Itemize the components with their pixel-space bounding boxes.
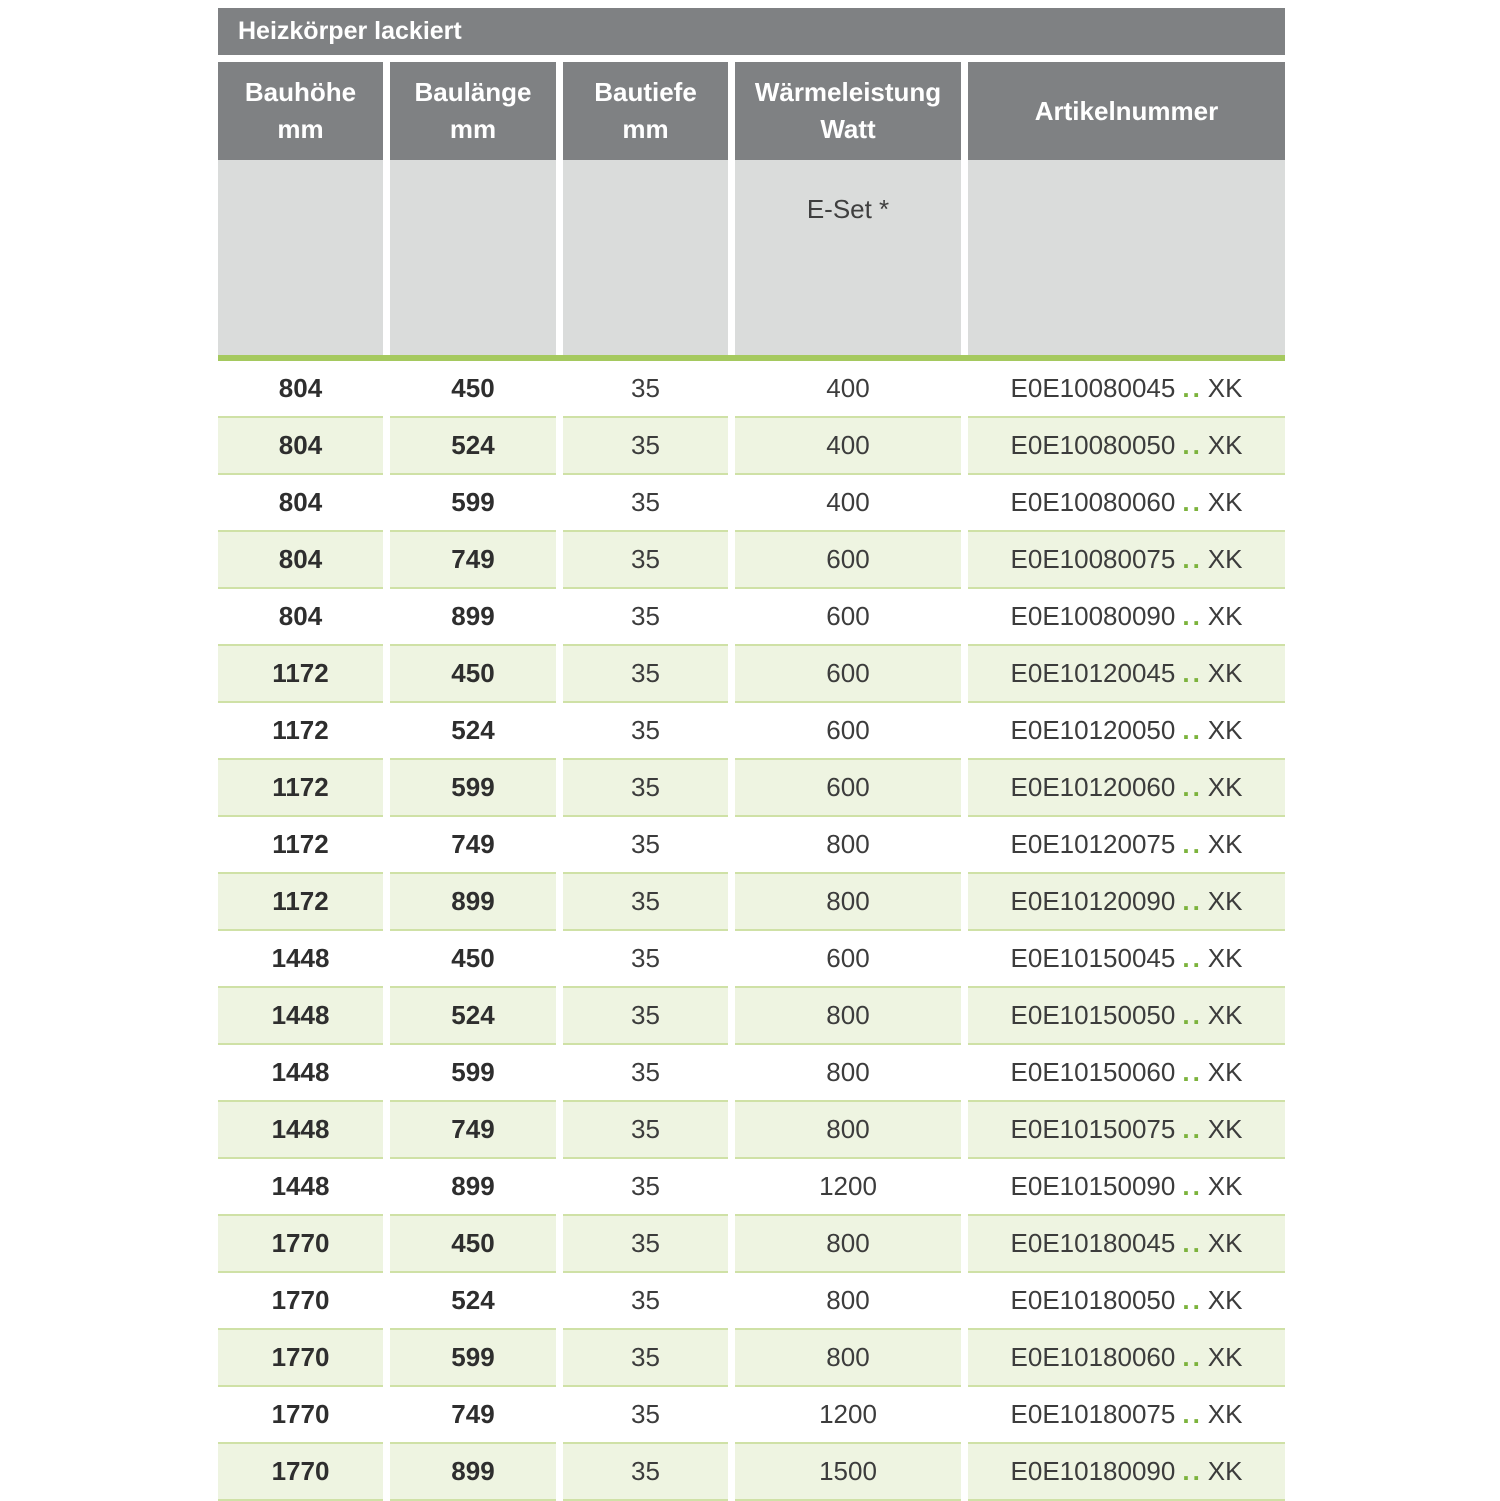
artikel-dots: .. bbox=[1182, 886, 1203, 916]
artikel-prefix: E0E10120045 bbox=[1010, 658, 1176, 688]
column-header-bautiefe bbox=[563, 62, 728, 160]
cell-baulaenge: 749 bbox=[390, 1102, 556, 1159]
artikel-prefix: E0E10120075 bbox=[1010, 829, 1176, 859]
cell-bauhoehe: 804 bbox=[218, 418, 383, 475]
cell-bauhoehe: 1770 bbox=[218, 1330, 383, 1387]
table-row bbox=[218, 418, 1285, 475]
table-row bbox=[218, 760, 1285, 817]
cell-waermeleistung: 400 bbox=[735, 418, 961, 475]
table-row bbox=[218, 475, 1285, 532]
artikel-prefix: E0E10180060 bbox=[1010, 1342, 1176, 1372]
cell-bauhoehe: 1448 bbox=[218, 1102, 383, 1159]
artikel-dots: .. bbox=[1182, 1456, 1203, 1486]
cell-waermeleistung: 600 bbox=[735, 646, 961, 703]
artikel-dots: .. bbox=[1182, 601, 1203, 631]
table-row bbox=[218, 589, 1285, 646]
artikel-suffix: XK bbox=[1207, 430, 1243, 460]
cell-baulaenge: 450 bbox=[390, 646, 556, 703]
cell-waermeleistung: 600 bbox=[735, 760, 961, 817]
artikel-prefix: E0E10080050 bbox=[1010, 430, 1176, 460]
cell-artikelnummer bbox=[968, 418, 1285, 475]
cell-bauhoehe: 1172 bbox=[218, 817, 383, 874]
artikel-suffix: XK bbox=[1207, 715, 1243, 745]
cell-bauhoehe: 1172 bbox=[218, 703, 383, 760]
cell-bauhoehe: 1448 bbox=[218, 1159, 383, 1216]
cell-waermeleistung: 800 bbox=[735, 1045, 961, 1102]
cell-bautiefe: 35 bbox=[563, 817, 728, 874]
subheader-cell-bautiefe bbox=[563, 160, 728, 355]
cell-baulaenge: 749 bbox=[390, 817, 556, 874]
cell-bautiefe: 35 bbox=[563, 874, 728, 931]
cell-bauhoehe: 1448 bbox=[218, 988, 383, 1045]
cell-baulaenge: 599 bbox=[390, 1330, 556, 1387]
cell-bauhoehe: 1770 bbox=[218, 1387, 383, 1444]
cell-bauhoehe: 804 bbox=[218, 361, 383, 418]
artikel-suffix: XK bbox=[1207, 658, 1243, 688]
artikel-suffix: XK bbox=[1207, 1171, 1243, 1201]
column-header-baulaenge bbox=[390, 62, 556, 160]
cell-waermeleistung: 800 bbox=[735, 988, 961, 1045]
cell-bautiefe: 35 bbox=[563, 1216, 728, 1273]
subheader-cell-artikelnummer bbox=[968, 160, 1285, 355]
cell-bauhoehe: 1770 bbox=[218, 1444, 383, 1501]
cell-bautiefe: 35 bbox=[563, 418, 728, 475]
cell-artikelnummer bbox=[968, 646, 1285, 703]
artikel-dots: .. bbox=[1182, 1228, 1203, 1258]
table-row bbox=[218, 1216, 1285, 1273]
cell-waermeleistung: 400 bbox=[735, 361, 961, 418]
cell-artikelnummer bbox=[968, 874, 1285, 931]
artikel-suffix: XK bbox=[1207, 772, 1243, 802]
subheader-row bbox=[218, 160, 1285, 355]
spec-table bbox=[218, 8, 1285, 1501]
header-line: Wärmeleistung bbox=[754, 77, 942, 107]
artikel-prefix: E0E10080090 bbox=[1010, 601, 1176, 631]
artikel-suffix: XK bbox=[1207, 1057, 1243, 1087]
cell-baulaenge: 899 bbox=[390, 1444, 556, 1501]
cell-baulaenge: 450 bbox=[390, 931, 556, 988]
cell-waermeleistung: 600 bbox=[735, 532, 961, 589]
table-row bbox=[218, 931, 1285, 988]
cell-baulaenge: 524 bbox=[390, 988, 556, 1045]
artikel-prefix: E0E10120060 bbox=[1010, 772, 1176, 802]
artikel-suffix: XK bbox=[1207, 1114, 1243, 1144]
cell-baulaenge: 749 bbox=[390, 532, 556, 589]
artikel-suffix: XK bbox=[1207, 829, 1243, 859]
cell-baulaenge: 599 bbox=[390, 1045, 556, 1102]
cell-bautiefe: 35 bbox=[563, 1330, 728, 1387]
cell-artikelnummer bbox=[968, 1387, 1285, 1444]
artikel-prefix: E0E10150060 bbox=[1010, 1057, 1176, 1087]
header-line: Artikelnummer bbox=[1034, 95, 1219, 126]
header-line: Bautiefe bbox=[594, 77, 697, 107]
cell-artikelnummer bbox=[968, 532, 1285, 589]
artikel-prefix: E0E10080060 bbox=[1010, 487, 1176, 517]
artikel-dots: .. bbox=[1182, 1342, 1203, 1372]
artikel-dots: .. bbox=[1182, 1285, 1203, 1315]
cell-baulaenge: 599 bbox=[390, 760, 556, 817]
cell-bautiefe: 35 bbox=[563, 703, 728, 760]
table-row bbox=[218, 1387, 1285, 1444]
header-line: Baulänge bbox=[414, 77, 532, 107]
artikel-suffix: XK bbox=[1207, 601, 1243, 631]
cell-baulaenge: 599 bbox=[390, 475, 556, 532]
table-row bbox=[218, 1102, 1285, 1159]
artikel-prefix: E0E10150050 bbox=[1010, 1000, 1176, 1030]
artikel-suffix: XK bbox=[1207, 1000, 1243, 1030]
artikel-dots: .. bbox=[1182, 544, 1203, 574]
cell-baulaenge: 899 bbox=[390, 874, 556, 931]
cell-baulaenge: 524 bbox=[390, 418, 556, 475]
cell-bautiefe: 35 bbox=[563, 532, 728, 589]
table-row bbox=[218, 1045, 1285, 1102]
artikel-dots: .. bbox=[1182, 829, 1203, 859]
cell-bautiefe: 35 bbox=[563, 1273, 728, 1330]
artikel-suffix: XK bbox=[1207, 544, 1243, 574]
artikel-dots: .. bbox=[1182, 1399, 1203, 1429]
cell-bautiefe: 35 bbox=[563, 361, 728, 418]
cell-artikelnummer bbox=[968, 1102, 1285, 1159]
artikel-dots: .. bbox=[1182, 1114, 1203, 1144]
artikel-suffix: XK bbox=[1207, 373, 1243, 403]
column-header-artikelnummer bbox=[968, 62, 1285, 160]
cell-bauhoehe: 1770 bbox=[218, 1273, 383, 1330]
artikel-prefix: E0E10080075 bbox=[1010, 544, 1176, 574]
artikel-suffix: XK bbox=[1207, 1285, 1243, 1315]
artikel-suffix: XK bbox=[1207, 487, 1243, 517]
artikel-dots: .. bbox=[1182, 1171, 1203, 1201]
artikel-dots: .. bbox=[1182, 1057, 1203, 1087]
cell-artikelnummer bbox=[968, 475, 1285, 532]
cell-baulaenge: 524 bbox=[390, 1273, 556, 1330]
table-row bbox=[218, 361, 1285, 418]
table-row bbox=[218, 988, 1285, 1045]
cell-bautiefe: 35 bbox=[563, 1159, 728, 1216]
cell-bautiefe: 35 bbox=[563, 1045, 728, 1102]
artikel-prefix: E0E10180045 bbox=[1010, 1228, 1176, 1258]
cell-waermeleistung: 800 bbox=[735, 874, 961, 931]
cell-artikelnummer bbox=[968, 760, 1285, 817]
table-row bbox=[218, 874, 1285, 931]
subheader-cell-baulaenge bbox=[390, 160, 556, 355]
cell-artikelnummer bbox=[968, 817, 1285, 874]
artikel-suffix: XK bbox=[1207, 1456, 1243, 1486]
cell-waermeleistung: 400 bbox=[735, 475, 961, 532]
table-row bbox=[218, 1330, 1285, 1387]
cell-waermeleistung: 600 bbox=[735, 703, 961, 760]
cell-waermeleistung: 800 bbox=[735, 1216, 961, 1273]
artikel-prefix: E0E10150090 bbox=[1010, 1171, 1176, 1201]
cell-bautiefe: 35 bbox=[563, 988, 728, 1045]
artikel-prefix: E0E10180075 bbox=[1010, 1399, 1176, 1429]
table-row bbox=[218, 1273, 1285, 1330]
header-line: mm bbox=[449, 114, 497, 144]
table-title: Heizkörper lackiert bbox=[218, 8, 1285, 55]
column-header-bauhoehe bbox=[218, 62, 383, 160]
artikel-dots: .. bbox=[1182, 715, 1203, 745]
column-header-waermeleistung bbox=[735, 62, 961, 160]
cell-bautiefe: 35 bbox=[563, 931, 728, 988]
artikel-prefix: E0E10080045 bbox=[1010, 373, 1176, 403]
subheader-cell-bauhoehe bbox=[218, 160, 383, 355]
cell-bauhoehe: 1172 bbox=[218, 646, 383, 703]
artikel-dots: .. bbox=[1182, 943, 1203, 973]
cell-bauhoehe: 1172 bbox=[218, 760, 383, 817]
artikel-prefix: E0E10180050 bbox=[1010, 1285, 1176, 1315]
subheader-cell-eset: E-Set * bbox=[735, 160, 961, 355]
header-line: mm bbox=[277, 114, 324, 144]
table-row bbox=[218, 703, 1285, 760]
cell-waermeleistung: 600 bbox=[735, 589, 961, 646]
cell-artikelnummer bbox=[968, 1216, 1285, 1273]
cell-bautiefe: 35 bbox=[563, 760, 728, 817]
table-row bbox=[218, 646, 1285, 703]
header-line: mm bbox=[622, 114, 669, 144]
cell-bautiefe: 35 bbox=[563, 646, 728, 703]
artikel-prefix: E0E10150045 bbox=[1010, 943, 1176, 973]
cell-bauhoehe: 1770 bbox=[218, 1216, 383, 1273]
cell-waermeleistung: 1200 bbox=[735, 1159, 961, 1216]
cell-baulaenge: 749 bbox=[390, 1387, 556, 1444]
cell-bauhoehe: 804 bbox=[218, 475, 383, 532]
artikel-suffix: XK bbox=[1207, 886, 1243, 916]
cell-artikelnummer bbox=[968, 1444, 1285, 1501]
cell-waermeleistung: 800 bbox=[735, 1330, 961, 1387]
cell-baulaenge: 450 bbox=[390, 1216, 556, 1273]
cell-waermeleistung: 800 bbox=[735, 817, 961, 874]
cell-baulaenge: 450 bbox=[390, 361, 556, 418]
table-row bbox=[218, 1159, 1285, 1216]
cell-bautiefe: 35 bbox=[563, 1444, 728, 1501]
cell-bauhoehe: 804 bbox=[218, 532, 383, 589]
artikel-dots: .. bbox=[1182, 487, 1203, 517]
cell-artikelnummer bbox=[968, 361, 1285, 418]
artikel-dots: .. bbox=[1182, 1000, 1203, 1030]
cell-waermeleistung: 1500 bbox=[735, 1444, 961, 1501]
artikel-suffix: XK bbox=[1207, 1228, 1243, 1258]
cell-baulaenge: 899 bbox=[390, 589, 556, 646]
cell-artikelnummer bbox=[968, 703, 1285, 760]
cell-bautiefe: 35 bbox=[563, 1102, 728, 1159]
table-row bbox=[218, 817, 1285, 874]
artikel-prefix: E0E10150075 bbox=[1010, 1114, 1176, 1144]
artikel-dots: .. bbox=[1182, 772, 1203, 802]
cell-bauhoehe: 1448 bbox=[218, 1045, 383, 1102]
cell-waermeleistung: 800 bbox=[735, 1102, 961, 1159]
table-row bbox=[218, 532, 1285, 589]
cell-artikelnummer bbox=[968, 589, 1285, 646]
header-row bbox=[218, 62, 1285, 160]
cell-bauhoehe: 1448 bbox=[218, 931, 383, 988]
cell-waermeleistung: 600 bbox=[735, 931, 961, 988]
artikel-prefix: E0E10180090 bbox=[1010, 1456, 1176, 1486]
table-row bbox=[218, 1444, 1285, 1501]
header-line: Bauhöhe bbox=[244, 77, 357, 107]
cell-waermeleistung: 1200 bbox=[735, 1387, 961, 1444]
artikel-dots: .. bbox=[1182, 430, 1203, 460]
artikel-dots: .. bbox=[1182, 658, 1203, 688]
cell-bautiefe: 35 bbox=[563, 475, 728, 532]
cell-artikelnummer bbox=[968, 988, 1285, 1045]
cell-bautiefe: 35 bbox=[563, 1387, 728, 1444]
cell-artikelnummer bbox=[968, 1045, 1285, 1102]
artikel-suffix: XK bbox=[1207, 1399, 1243, 1429]
cell-artikelnummer bbox=[968, 1159, 1285, 1216]
table-body bbox=[218, 361, 1285, 1501]
cell-waermeleistung: 800 bbox=[735, 1273, 961, 1330]
cell-artikelnummer bbox=[968, 1273, 1285, 1330]
cell-baulaenge: 524 bbox=[390, 703, 556, 760]
artikel-prefix: E0E10120090 bbox=[1010, 886, 1176, 916]
cell-bautiefe: 35 bbox=[563, 589, 728, 646]
artikel-suffix: XK bbox=[1207, 943, 1243, 973]
artikel-dots: .. bbox=[1182, 373, 1203, 403]
header-line: Watt bbox=[820, 114, 876, 144]
cell-baulaenge: 899 bbox=[390, 1159, 556, 1216]
artikel-suffix: XK bbox=[1207, 1342, 1243, 1372]
cell-artikelnummer bbox=[968, 1330, 1285, 1387]
cell-bauhoehe: 804 bbox=[218, 589, 383, 646]
cell-artikelnummer bbox=[968, 931, 1285, 988]
artikel-prefix: E0E10120050 bbox=[1010, 715, 1176, 745]
cell-bauhoehe: 1172 bbox=[218, 874, 383, 931]
